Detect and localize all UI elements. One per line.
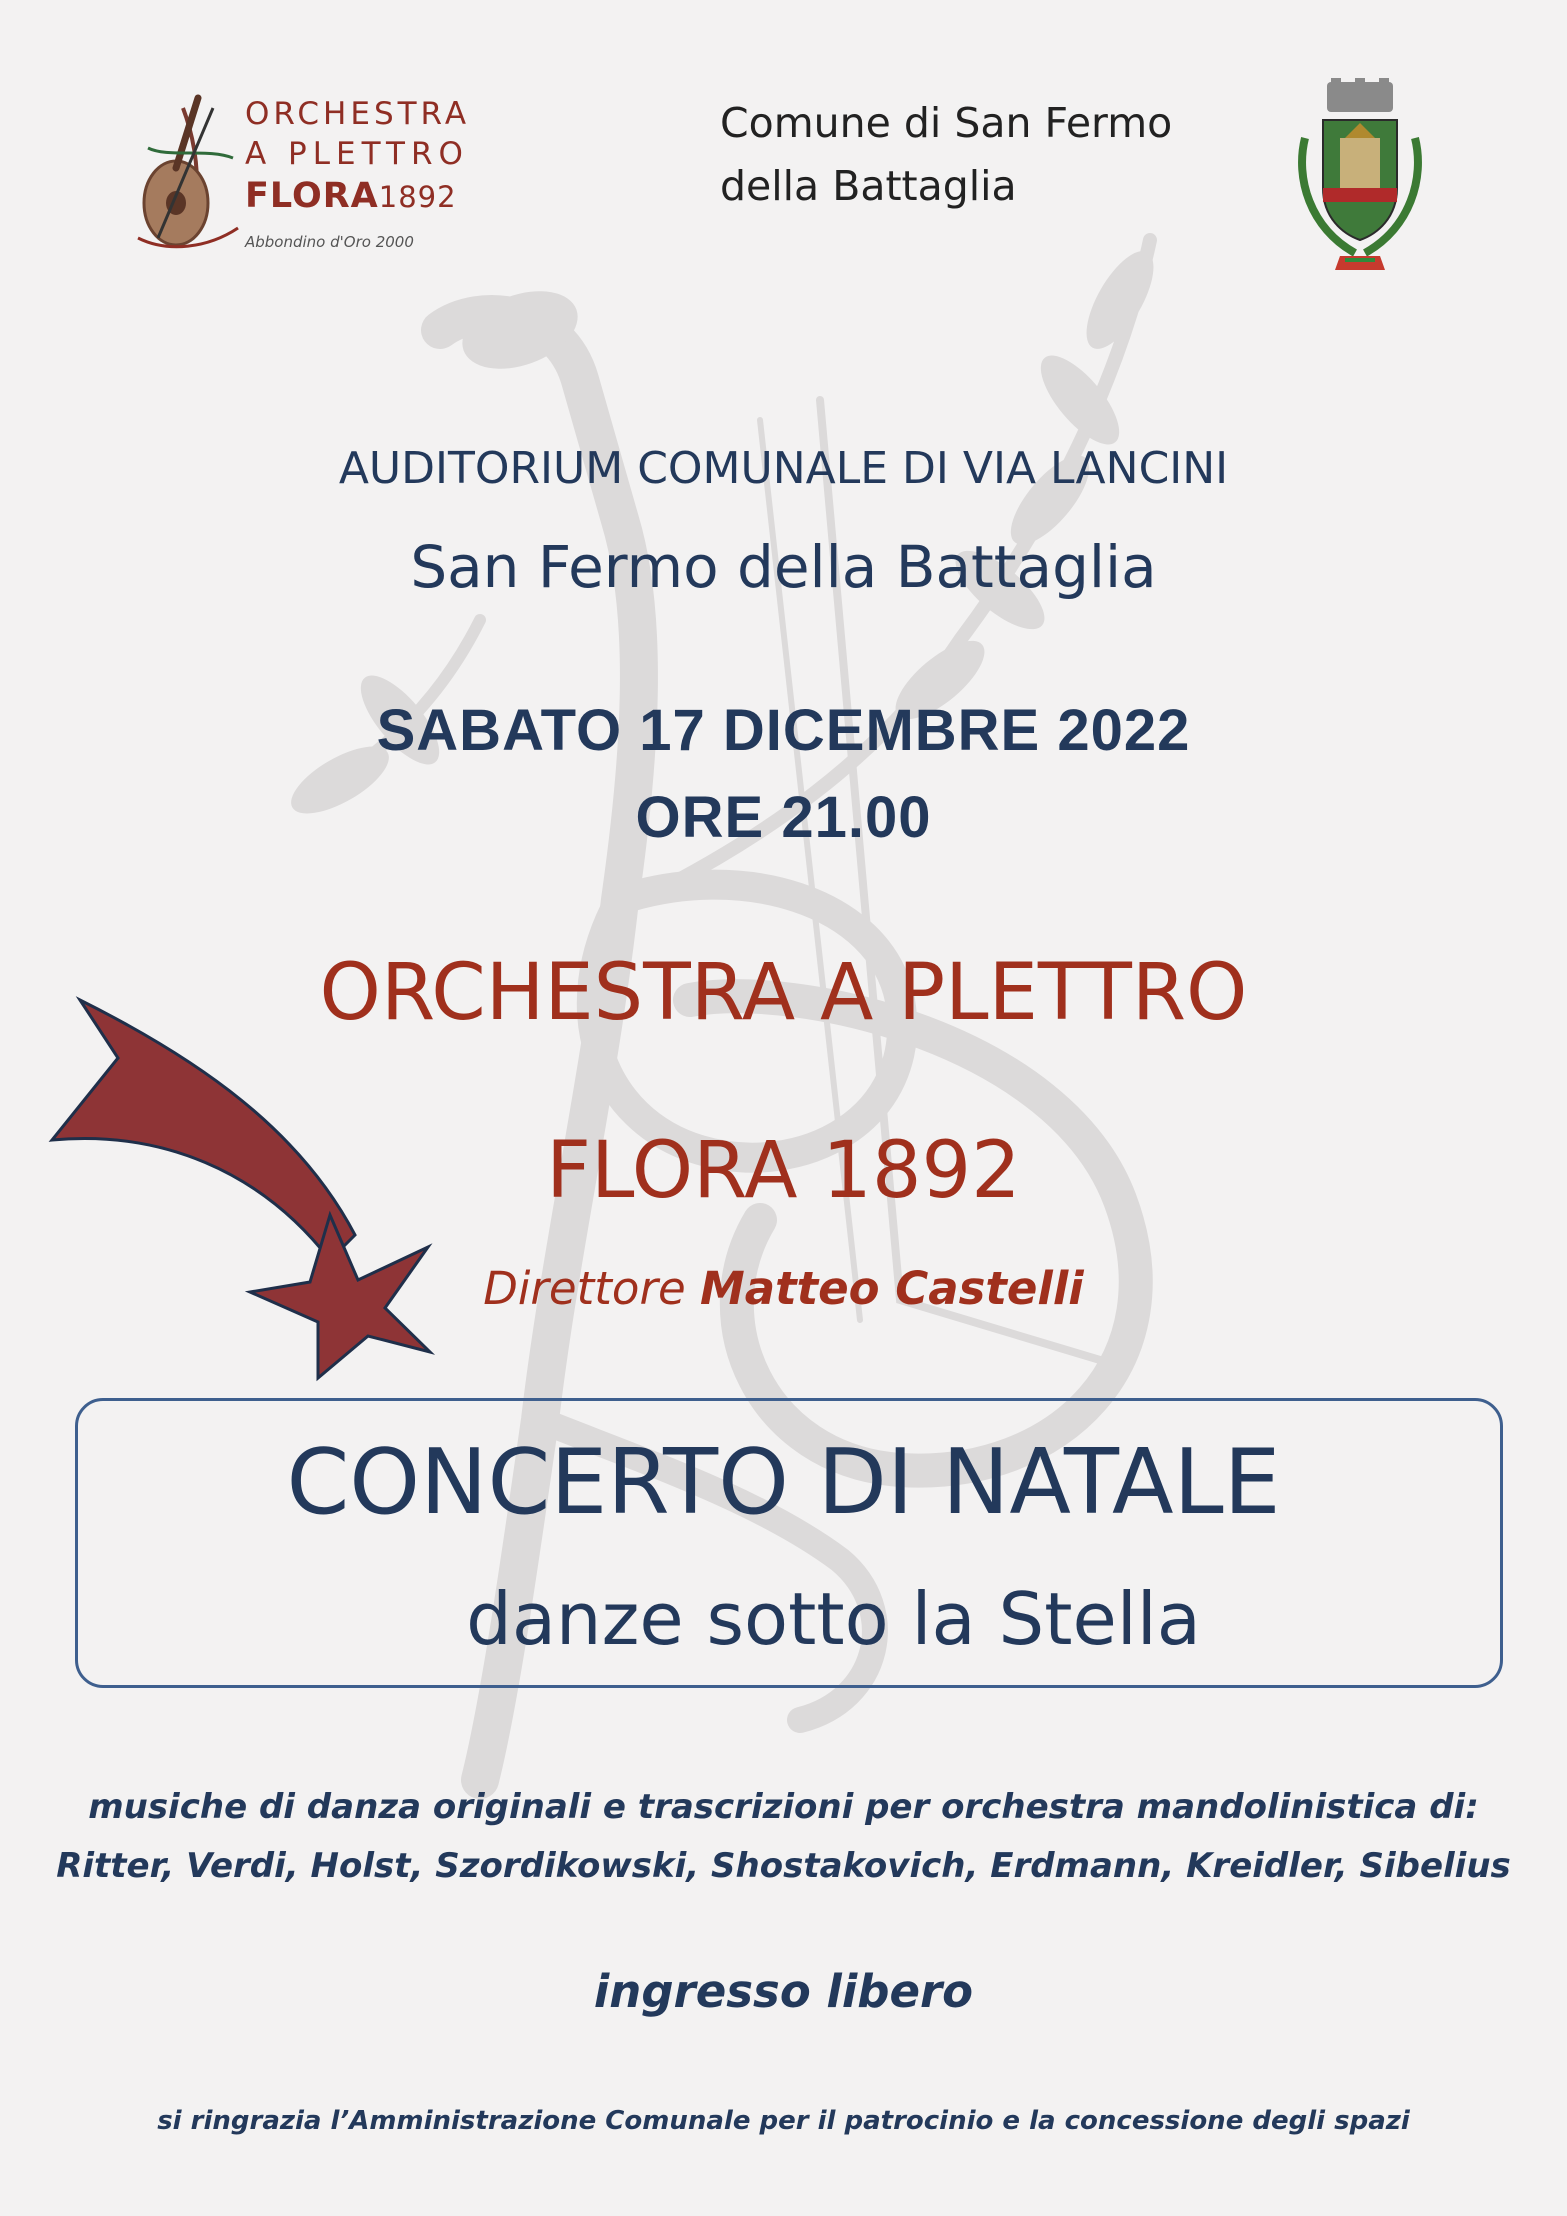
thanks-note: si ringrazia l’Amministrazione Comunale per il patrocinio e la concessione degli spazi (157, 2106, 1410, 2136)
event-time: ORE 21.00 (635, 785, 932, 850)
logo-year: 1892 (378, 180, 457, 214)
comune-line1: Comune di San Fermo (720, 99, 1173, 147)
director-label: Direttore (483, 1262, 686, 1315)
event-date: SABATO 17 DICEMBRE 2022 (376, 698, 1191, 763)
concert-title: CONCERTO DI NATALE (286, 1430, 1281, 1535)
orchestra-title: ORCHESTRA A PLETTRO (319, 948, 1248, 1038)
logo-flora-word: FLORA (245, 176, 379, 216)
comune-line2: della Battaglia (720, 162, 1017, 210)
director-name: Matteo Castelli (699, 1262, 1084, 1315)
program-description: musiche di danza originali e trascrizioni per orchestra mandolinistica di: (88, 1787, 1479, 1827)
orchestra-title-year: FLORA 1892 (546, 1126, 1021, 1216)
program-composers: Ritter, Verdi, Holst, Szordikowski, Shostakovich, Erdmann, Kreidler, Sibelius (56, 1846, 1511, 1886)
director (0, 1262, 1567, 1315)
venue-town: San Fermo della Battaglia (410, 533, 1157, 601)
concert-subtitle: danze sotto la Stella (466, 1577, 1201, 1661)
logo-plettro-text: A PLETTRO (245, 136, 469, 172)
venue-name: AUDITORIUM COMUNALE DI VIA LANCINI (338, 443, 1229, 494)
logo-award: Abbondino d'Oro 2000 (245, 233, 414, 251)
logo-orchestra-text: ORCHESTRA (245, 96, 471, 132)
entry-note: ingresso libero (593, 1965, 974, 2018)
